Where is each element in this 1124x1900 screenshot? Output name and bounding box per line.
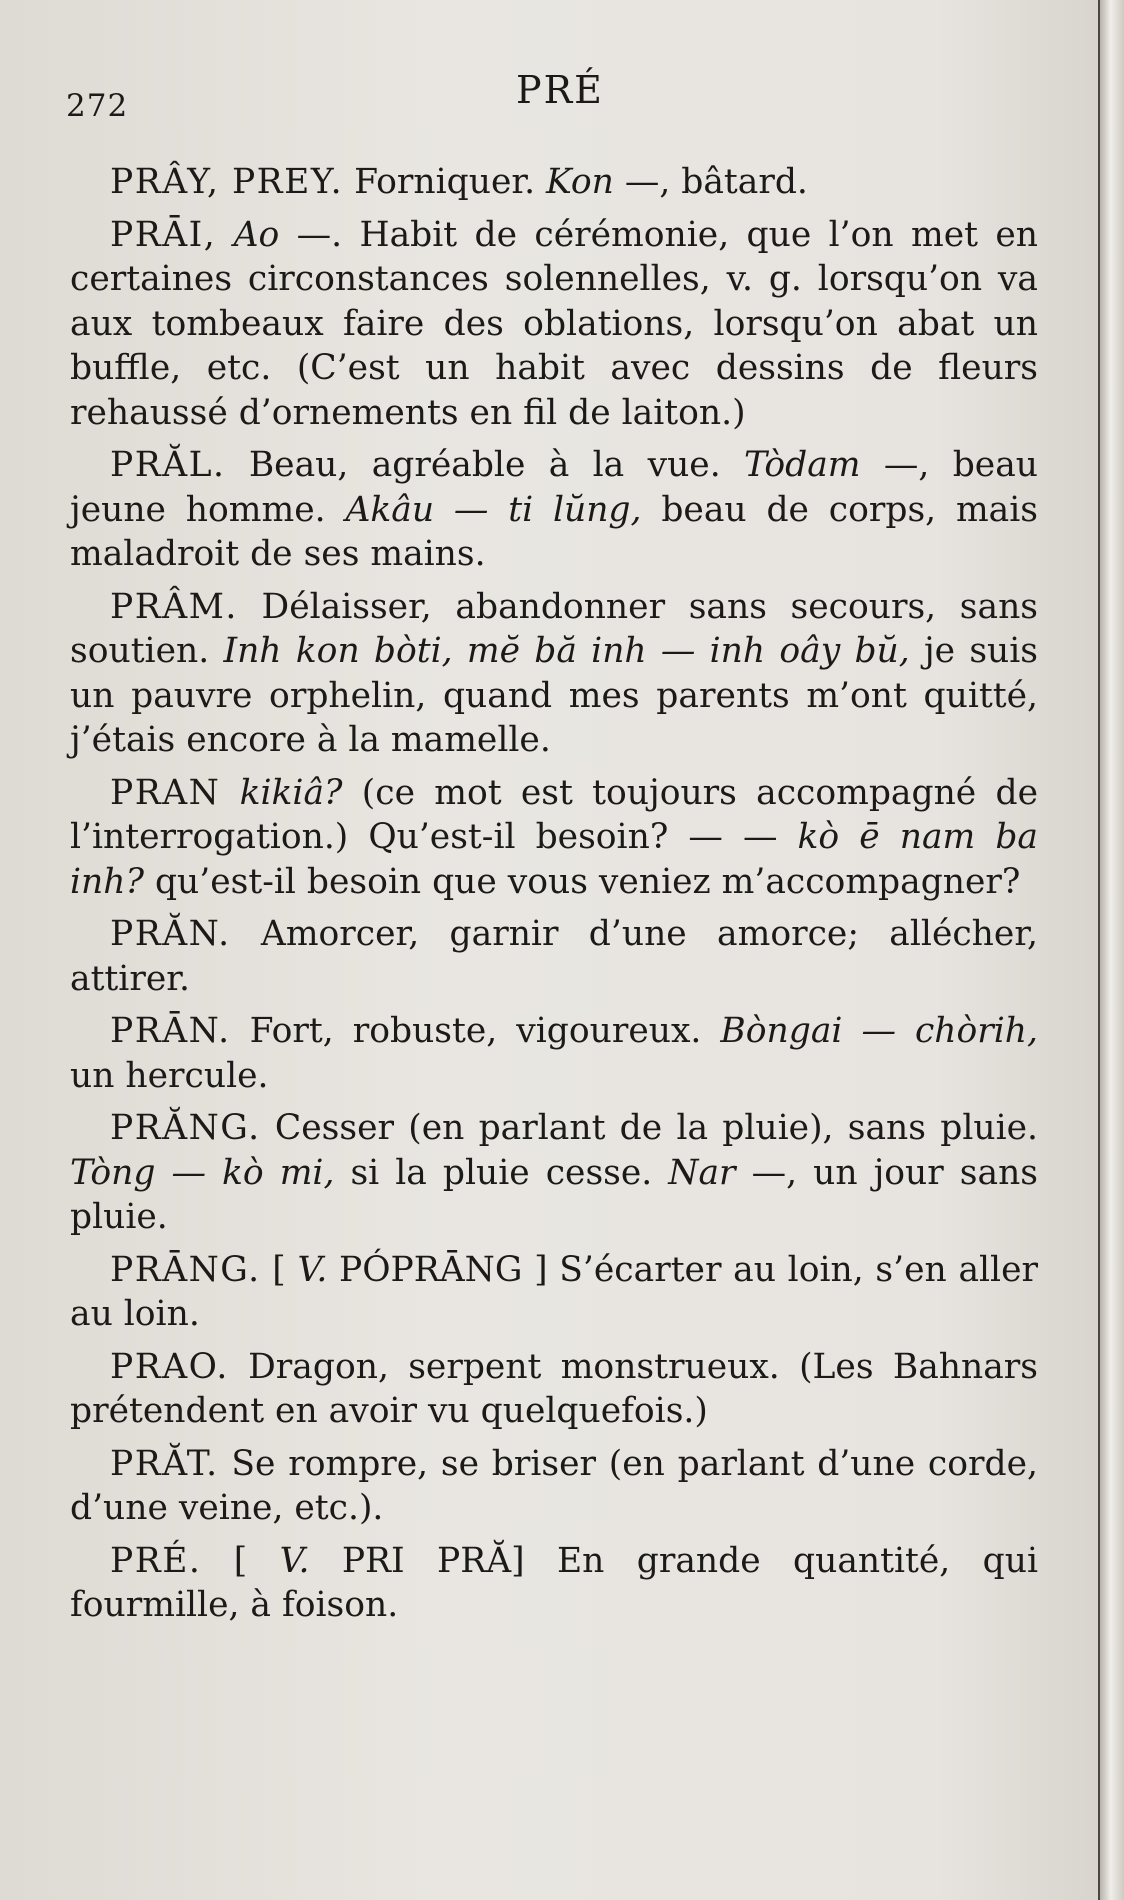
dictionary-entry (70, 443, 1038, 577)
entry-definition-text: PRI PRĂ] En grande quantité, qui fourmille, à foison. (70, 1540, 1038, 1625)
entry-bahnar-text: Nar (668, 1152, 736, 1193)
entry-definition-text: [ (201, 1540, 280, 1581)
entry-definition-text: —, un jour sans pluie. (70, 1152, 1038, 1237)
entry-definition-text: je suis un pauvre orphelin, quand mes parents m’ont quitté, j’étais encore à la mamelle. (70, 631, 1038, 760)
entry-definition-text: Beau, agréable à la vue. (225, 445, 745, 485)
entry-definition-text: PÓPRĀNG ] S’écarter au loin, s’en aller au loin. (70, 1249, 1038, 1334)
entry-definition-text: (ce mot est toujours accompagné de l’interrogation.) Qu’est-il besoin? — — (70, 772, 1038, 857)
entry-definition-text: qu’est-il besoin que vous veniez m’accompagner? (143, 861, 1021, 902)
dictionary-entry (70, 1009, 1038, 1098)
entry-bahnar-text: Inh kon bòti, mĕ bă inh — inh oây bŭ, (223, 631, 910, 671)
entry-bahnar-text: V. (279, 1540, 310, 1581)
entry-definition-text: un hercule. (70, 1055, 269, 1096)
dictionary-entry (70, 912, 1038, 1001)
dictionary-entry (70, 1539, 1038, 1628)
entry-headword: PRAN (110, 772, 221, 813)
entry-definition-text: Se rompre, se briser (en parlant d’une corde, d’une veine, etc.). (70, 1443, 1038, 1528)
entry-definition-text: beau de corps, mais maladroit de ses mains. (70, 489, 1038, 574)
entry-definition-text: [ (260, 1249, 298, 1290)
entry-definition-text: —. Habit de cérémonie, que l’on met en certaines circonstances solennelles, v. g. lorsqu’on va aux tombeaux faire des oblations, lorsqu’on abat un buffle, etc. (C’est un habit avec dessins de fleurs rehaussé d’ornements en fil de laiton.) (70, 214, 1039, 433)
entry-headword: PRĀNG. (110, 1249, 261, 1290)
entry-headword: PRĂNG. (110, 1108, 261, 1148)
page-edge (1098, 0, 1124, 1900)
entry-definition-text: Amorcer, garnir d’une amorce; allécher, attirer. (70, 914, 1038, 999)
running-head: PRÉ (516, 68, 604, 112)
entry-headword: PRĂN. (110, 914, 231, 954)
entry-bahnar-text: Tòdam (744, 445, 861, 485)
entry-headword: PRĂT. (110, 1443, 219, 1484)
entry-bahnar-text: Akâu — ti lŭng, (345, 489, 642, 530)
entry-headword: PRÂM. (110, 586, 238, 627)
dictionary-entries (70, 160, 1038, 1636)
entry-definition-text: Dragon, serpent monstrueux. (Les Bahnars prétendent en avoir vu quelquefois.) (70, 1346, 1038, 1431)
dictionary-entry (70, 213, 1038, 436)
page-number: 272 (66, 88, 129, 124)
entry-definition-text: Cesser (en parlant de la pluie), sans pluie. (260, 1108, 1038, 1148)
entry-definition-text (216, 215, 233, 255)
entry-headword: PRÉ. (110, 1540, 202, 1581)
entry-definition-text: Forniquer. (343, 162, 547, 202)
entry-definition-text: —, beau jeune homme. (70, 445, 1038, 530)
page-header (66, 62, 1056, 122)
dictionary-entry (70, 1106, 1038, 1240)
entry-bahnar-text: Bòngai — chòrih, (720, 1011, 1038, 1051)
entry-definition-text: Fort, robuste, vigoureux. (230, 1011, 721, 1051)
entry-headword: PRĂL. (110, 445, 226, 485)
dictionary-entry (70, 771, 1038, 905)
entry-definition-text (220, 773, 239, 813)
dictionary-entry (70, 160, 1038, 205)
entry-headword: PRÂY, PREY. (110, 162, 344, 202)
entry-definition-text: Délaisser, abandonner sans secours, sans soutien. (70, 586, 1038, 671)
dictionary-entry (70, 1442, 1038, 1531)
dictionary-entry (70, 1345, 1038, 1434)
dictionary-entry (70, 585, 1038, 763)
dictionary-entry (70, 1248, 1038, 1337)
entry-definition-text: —, bâtard. (613, 162, 808, 202)
entry-bahnar-text: Ao (233, 214, 280, 255)
entry-bahnar-text: kò ē nam ba inh? (70, 817, 1038, 902)
entry-bahnar-text: Kon (546, 162, 614, 202)
entry-headword: PRĀN. (110, 1011, 231, 1051)
entry-headword: PRĀI, (110, 214, 217, 255)
entry-bahnar-text: V. (297, 1249, 328, 1290)
entry-bahnar-text: kikiâ? (239, 772, 343, 813)
entry-definition-text: si la pluie cesse. (334, 1152, 669, 1193)
entry-bahnar-text: Tòng — kò mi, (70, 1152, 335, 1193)
entry-headword: PRAO. (110, 1346, 229, 1387)
